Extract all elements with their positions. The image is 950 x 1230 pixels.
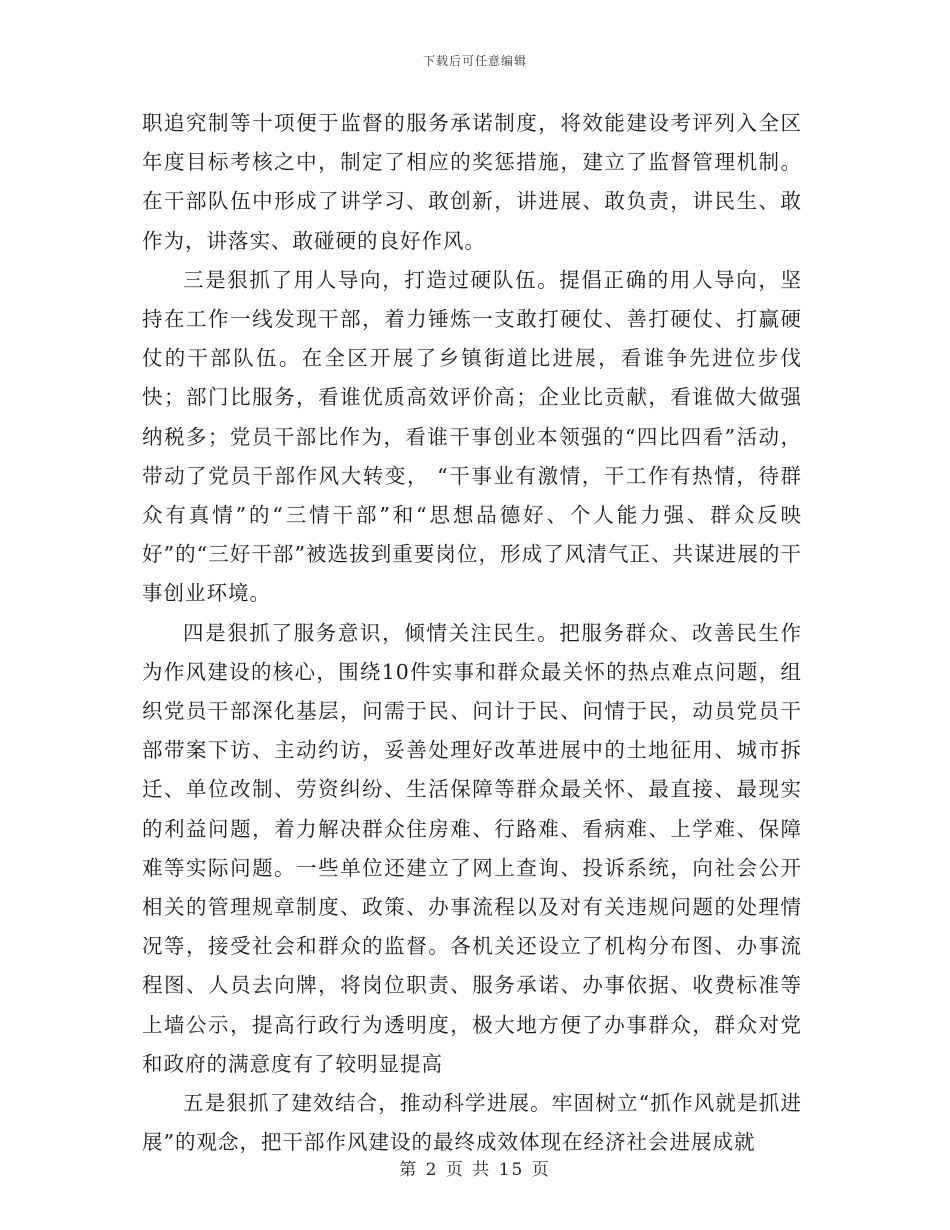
page-number-footer: 第 2 页 共 15 页 xyxy=(399,1160,551,1180)
paragraph-continuation: 职追究制等十项便于监督的服务承诺制度，将效能建设考评列入全区年度目标考核之中，制定了相应的奖惩措施，建立了监督管理机制。在干部队伍中形成了讲学习、敢创新，讲进展、敢负责，讲民生、敢作为，讲落实、敢碰硬的良好作风。 xyxy=(142,111,802,253)
paragraph-service-awareness: 四是狠抓了服务意识，倾情关注民生。把服务群众、改善民生作为作风建设的核心，围绕10件实事和群众最关怀的热点难点问题，组织党员干部深化基层，问需于民、问计于民、问情于民，动员党员干部带案下访、主动约访，妥善处理好改革进展中的土地征用、城市拆迁、单位改制、劳资纠纷、生活保障等群众最关怀、最直接、最现实的利益问题，着力解决群众住房难、行路难、看病难、上学难、保障难等实际问题。一些单位还建立了网上查询、投诉系统，向社会公开相关的管理规章制度、政策、办事流程以及对有关违规问题的处理情况等，接受社会和群众的监督。各机关还设立了机构分布图、办事流程图、人员去向牌，将岗位职责、服务承诺、办事依据、收费标准等上墙公示，提高行政行为透明度，极大地方便了办事群众，群众对党和政府的满意度有了较明显提高 xyxy=(142,620,802,1076)
paragraph-employment-orientation: 三是狠抓了用人导向，打造过硬队伍。提倡正确的用人导向，坚持在工作一线发现干部，着力锤炼一支敢打硬仗、善打硬仗、打赢硬仗的干部队伍。在全区开展了乡镇街道比进展，看谁争先进位步伐快；部门比服务，看谁优质高效评价高；企业比贡献，看谁做大做强纳税多；党员干部比作为，看谁干事创业本领强的“四比四看”活动，带动了党员干部作风大转变， “干事业有激情，干工作有热情，待群众有真情”的“三情干部”和“思想品德好、个人能力强、群众反映好”的“三好干部”被选拔到重要岗位，形成了风清气正、共谋进展的干事创业环境。 xyxy=(142,267,802,606)
page-header: 下载后可任意编辑 xyxy=(422,54,527,68)
document-body xyxy=(142,104,802,1162)
paragraph-construction-effectiveness: 五是狠抓了建效结合，推动科学进展。牢固树立“抓作风就是抓进展”的观念，把干部作风建设的最终成效体现在经济社会进展成就 xyxy=(142,1091,802,1155)
